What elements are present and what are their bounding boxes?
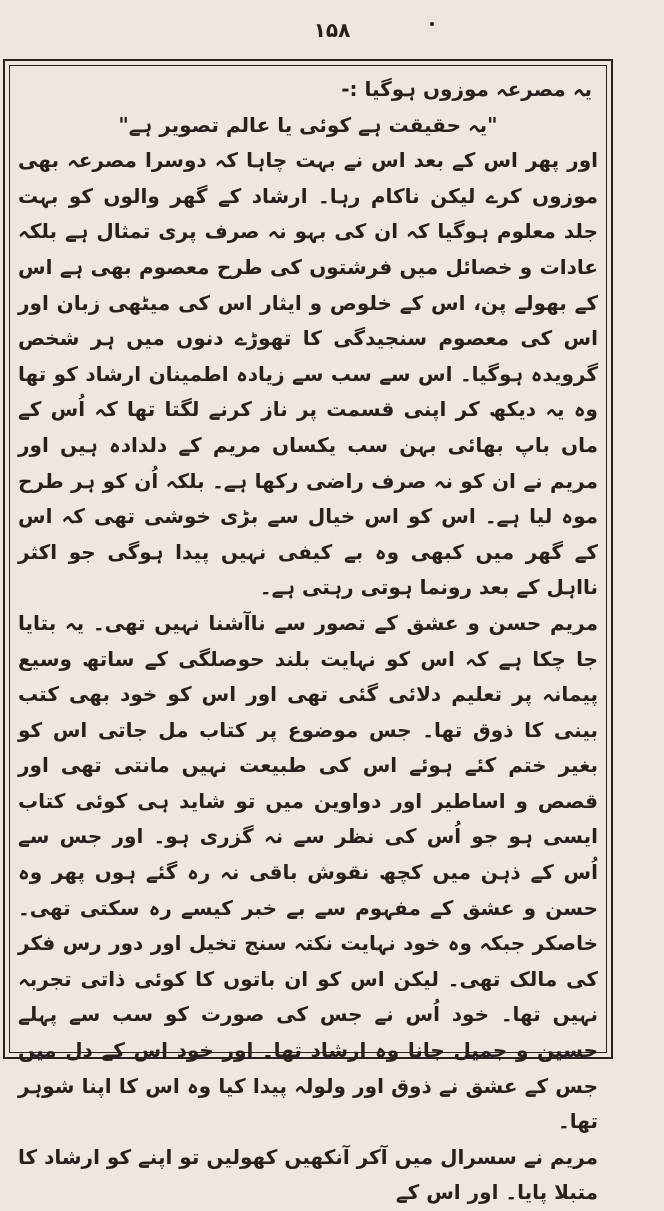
page-body <box>18 72 598 1205</box>
page-number: ۱۵۸ <box>313 18 351 42</box>
quote-line: "یہ حقیقت ہے کوئی یا عالم تصویر ہے" <box>118 112 498 137</box>
intro-line: یہ مصرعہ موزوں ہوگیا :- <box>341 77 592 101</box>
page-number-dot <box>430 22 434 26</box>
paragraph-2: مریم حسن و عشق کے تصور سے ناآشنا نہیں تھی۔ یہ بتایا جا چکا ہے کہ اس کو نہایت بلند حوصلگی کے ساتھ وسیع پیمانہ پر تعلیم دلائی گئی تھی اور اس کو خود بھی کتب بینی کا ذوق تھا۔ جس موضوع پر کتاب مل جاتی اس کو بغیر ختم کئے ہوئے اس کی طبیعت نہیں مانتی تھی اور قصص و اساطیر اور دواوین میں تو شاید ہی کوئی کتاب ایسی ہو جو اُس کی نظر سے نہ گزری ہو۔ اور جس سے اُس کے ذہن میں کچھ نقوش باقی نہ رہ گئے ہوں پھر وہ حسن و عشق کے مفہوم سے بے خبر کیسے رہ سکتی تھی۔ خاصکر جبکہ وہ خود نہایت نکتہ سنج تخیل اور دور رس فکر کی مالک تھی۔ لیکن اس کو ان باتوں کا کوئی ذاتی تجربہ نہیں تھا۔ خود اُس نے جس کی صورت کو سب سے پہلے حسین و جمیل جانا وہ ارشاد تھا۔ اور خود اس کے دل میں جس کے عشق نے ذوق اور ولولہ پیدا کیا وہ اس کا اپنا شوہر تھا۔ <box>18 610 598 1134</box>
paragraph-1: اور پھر اس کے بعد اس نے بہت چاہا کہ دوسرا مصرعہ بھی موزوں کرے لیکن ناکام رہا۔ ارشاد کے گھر والوں کو بہت جلد معلوم ہوگیا کہ ان کی بہو نہ صرف پری تمثال ہے بلکہ عادات و خصائل میں فرشتوں کی طرح معصوم بھی ہے اس کے بھولے پن، اس کے خلوص و ایثار اس کی میٹھی زبان اور اس کی معصوم سنجیدگی کا تھوڑے دنوں میں ہر شخص گرویدہ ہوگیا۔ اس سے سب سے زیادہ اطمینان ارشاد کو تھا وہ یہ دیکھ کر اپنی قسمت پر ناز کرنے لگتا تھا کہ اُس کے ماں باپ بھائی بہن سب یکساں مریم کے دلدادہ ہیں اور مریم نے ان کو نہ صرف راضی رکھا ہے۔ بلکہ اُن کو ہر طرح موہ لیا ہے۔ اس کو اس خیال سے بڑی خوشی تھی کہ اس کے گھر میں کبھی وہ بے کیفی نہیں پیدا ہوگی جو اکثر نااہل کے بعد رونما ہوتی رہتی ہے۔ <box>18 148 598 600</box>
paragraph-3: مریم نے سسرال میں آکر آنکھیں کھولیں تو اپنے کو ارشاد کا متبلا پایا۔ اور اس کے <box>18 1144 598 1205</box>
